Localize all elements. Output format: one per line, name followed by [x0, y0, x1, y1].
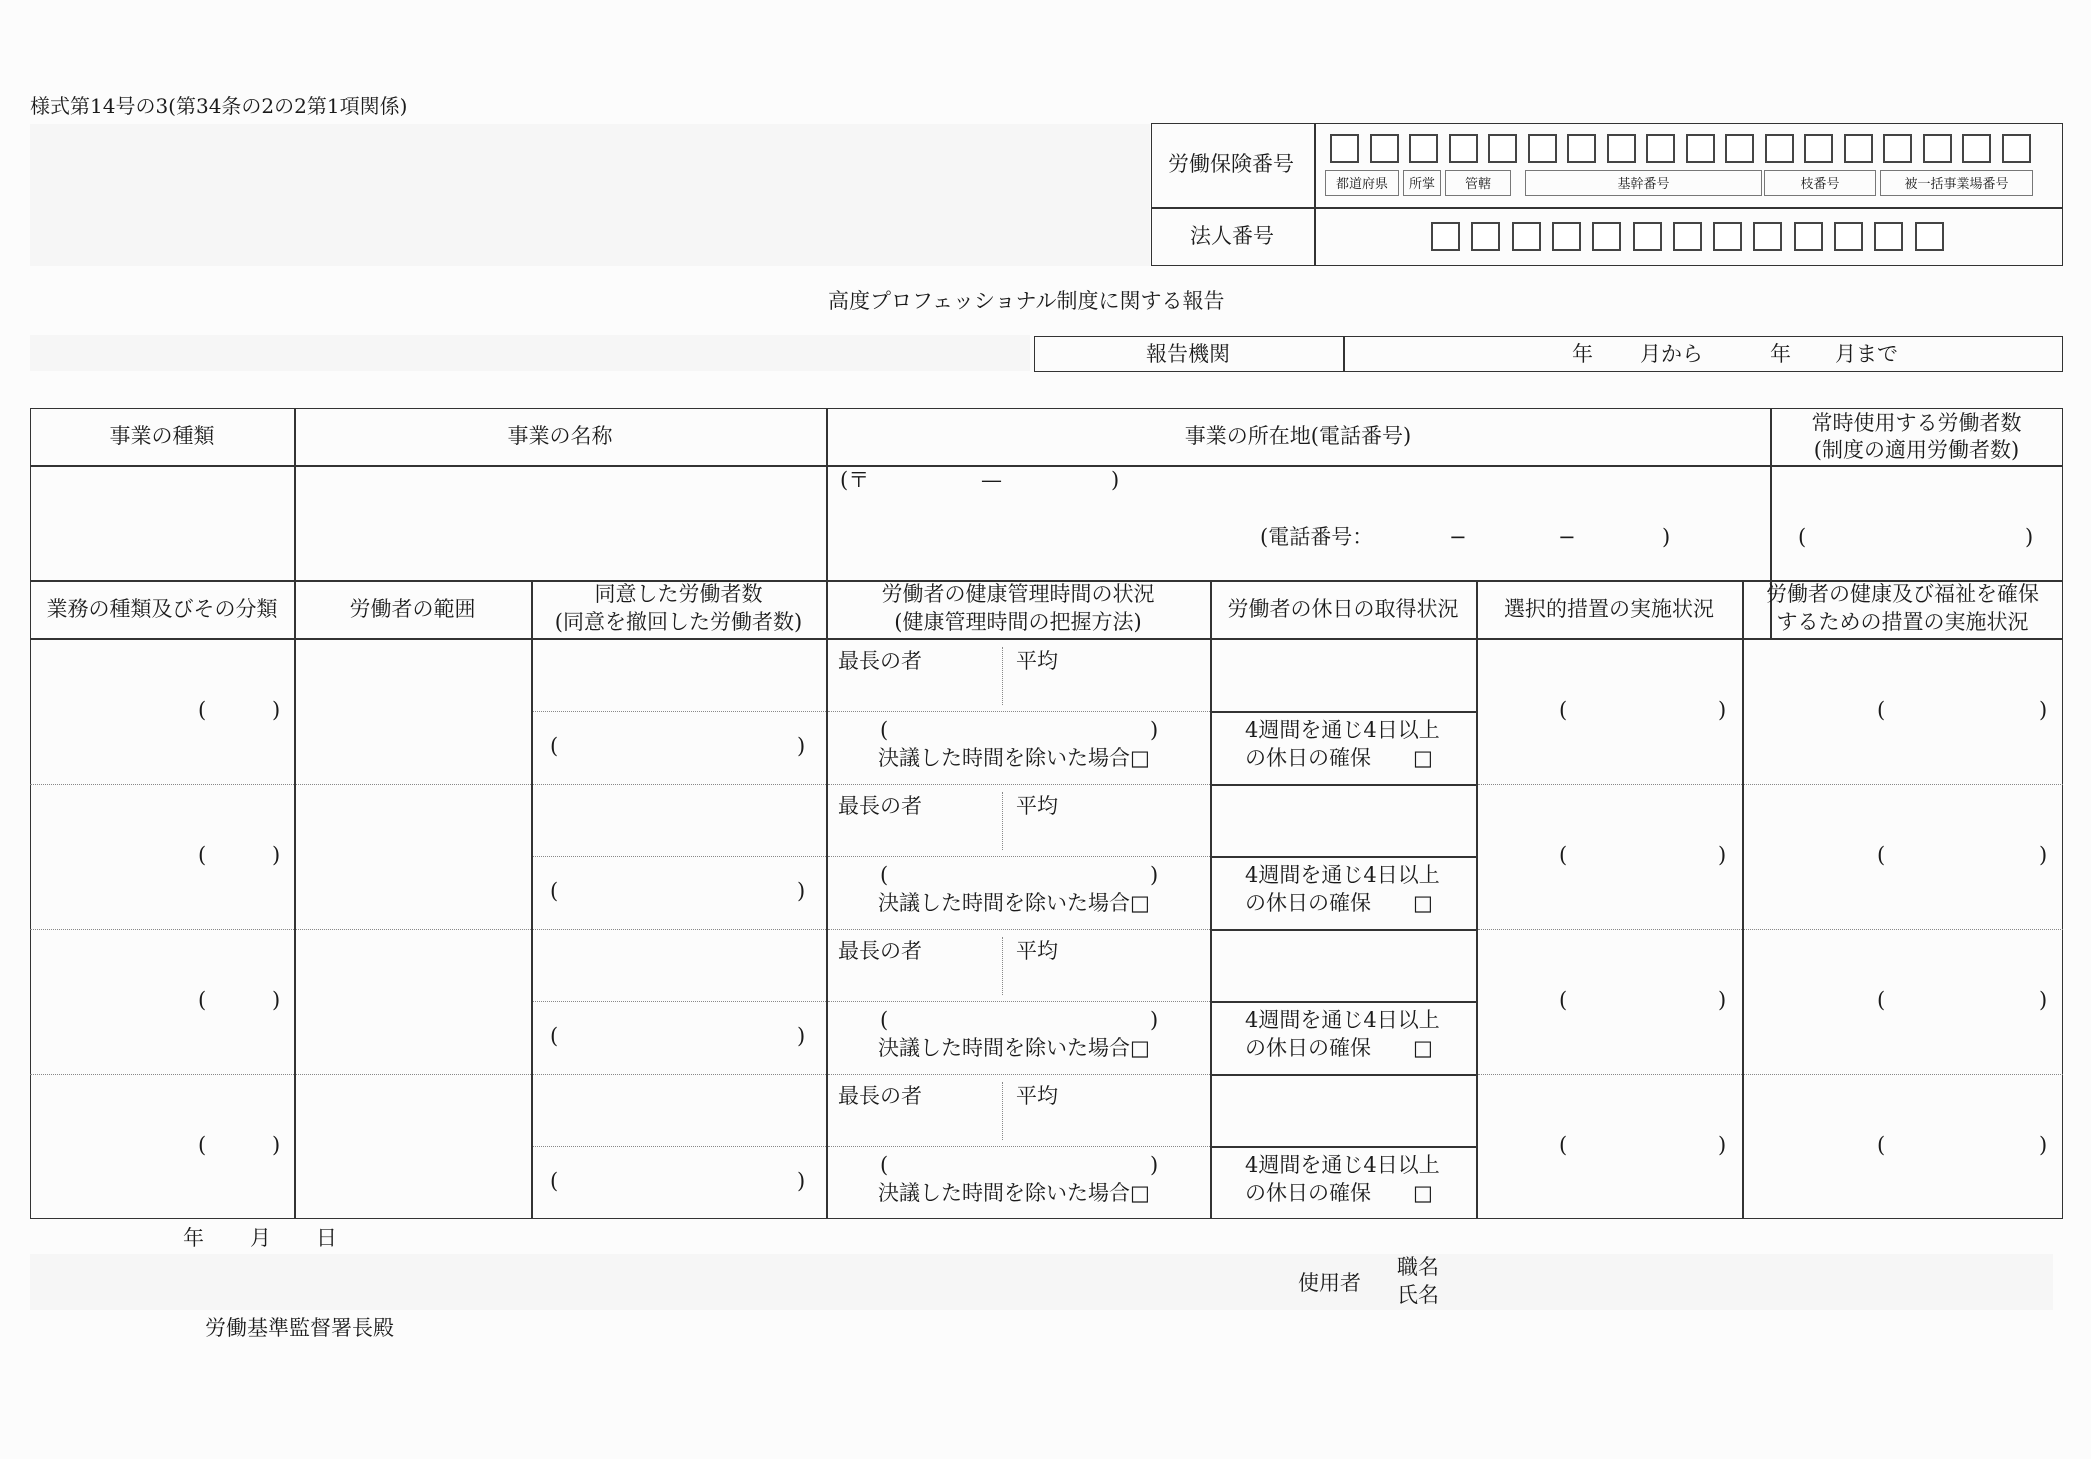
header-business-name: 事業の名称 [507, 424, 613, 448]
welfare-paren-close: ) [2039, 698, 2048, 722]
sub-label-office: 管轄 [1464, 177, 1491, 192]
holiday-guarantee-line1: 4週間を通じ4日以上 [1245, 1153, 1440, 1177]
worker-scope-field[interactable] [296, 929, 531, 1074]
job-type-paren-open: ( [198, 698, 207, 722]
welfare-paren-open: ( [1877, 843, 1886, 867]
insurance-digit-box[interactable] [1844, 134, 1873, 163]
holidays-field[interactable] [1212, 929, 1476, 1001]
welfare-measures-field[interactable] [1744, 784, 2063, 929]
date-day: 日 [316, 1226, 337, 1250]
health-method-paren-close: ) [1150, 718, 1159, 742]
postal-open: (〒 [840, 468, 870, 492]
insurance-digit-box[interactable] [1330, 134, 1359, 163]
phone-close: ) [1662, 525, 1671, 549]
selective-paren-open: ( [1559, 843, 1568, 867]
job-type-field[interactable] [30, 1074, 294, 1219]
exclude-resolution-checkbox-label: 決議した時間を除いた場合□ [878, 891, 1150, 915]
welfare-measures-field[interactable] [1744, 639, 2063, 784]
exclude-resolution-checkbox-label: 決議した時間を除いた場合□ [878, 746, 1150, 770]
average-label: 平均 [1016, 939, 1058, 963]
header-welfare: 労働者の健康及び福祉を確保 [1766, 582, 2039, 606]
worker-scope-field[interactable] [296, 1074, 531, 1219]
consent-paren-close: ) [797, 734, 806, 758]
job-type-paren-close: ) [272, 988, 281, 1012]
selective-paren-close: ) [1718, 843, 1727, 867]
holidays-field[interactable] [1212, 1074, 1476, 1146]
insurance-digit-box[interactable] [1409, 134, 1438, 163]
longest-worker-label: 最長の者 [838, 649, 922, 673]
phone-label: (電話番号： [1260, 525, 1374, 549]
header-holidays: 労働者の休日の取得状況 [1227, 597, 1459, 621]
insurance-digit-box[interactable] [2002, 134, 2031, 163]
header-business-location: 事業の所在地(電話番号) [1184, 424, 1412, 448]
job-type-paren-open: ( [198, 843, 207, 867]
welfare-paren-close: ) [2039, 988, 2048, 1012]
insurance-digit-box[interactable] [1370, 134, 1399, 163]
welfare-paren-open: ( [1877, 988, 1886, 1012]
selective-measures-field[interactable] [1478, 639, 1742, 784]
postal-code-field[interactable] [840, 468, 1140, 496]
header-selective-measures: 選択的措置の実施状況 [1504, 597, 1714, 621]
insurance-digit-box[interactable] [1923, 134, 1952, 163]
position-label: 職名 [1397, 1255, 1439, 1279]
consent-count-field[interactable] [533, 929, 826, 1001]
longest-worker-label: 最長の者 [838, 1084, 922, 1108]
consent-paren-close: ) [797, 1024, 806, 1048]
health-method-paren-close: ) [1150, 863, 1159, 887]
welfare-paren-close: ) [2039, 1133, 2048, 1157]
header-health-time: 労働者の健康管理時間の状況 [881, 582, 1155, 606]
corporate-digit-box[interactable] [1471, 222, 1500, 251]
worker-scope-field[interactable] [296, 784, 531, 929]
consent-paren-open: ( [550, 879, 559, 903]
insurance-digit-box[interactable] [1725, 134, 1754, 163]
worker-scope-field[interactable] [296, 639, 531, 784]
longest-worker-label: 最長の者 [838, 939, 922, 963]
period-year-to: 年 [1770, 342, 1791, 366]
selective-paren-open: ( [1559, 988, 1568, 1012]
holiday-guarantee-checkbox[interactable] [1418, 746, 1438, 768]
period-month-to: 月まで [1835, 342, 1898, 366]
header-workers-count: 常時使用する労働者数 [1811, 411, 2022, 435]
position-field[interactable] [1445, 1255, 1845, 1281]
corporate-digit-box[interactable] [1633, 222, 1662, 251]
corporate-digit-box[interactable] [1431, 222, 1460, 251]
average-label: 平均 [1016, 794, 1058, 818]
selective-paren-open: ( [1559, 698, 1568, 722]
exclude-resolution-checkbox[interactable] [1140, 1036, 1160, 1058]
header-business-type: 事業の種類 [109, 424, 215, 448]
form-number: 様式第14号の3(第34条の2の2第1項関係) [30, 94, 408, 118]
insurance-digit-box[interactable] [1765, 134, 1794, 163]
job-type-field[interactable] [30, 929, 294, 1074]
consent-paren-open: ( [550, 734, 559, 758]
postal-dash: — [981, 468, 1002, 492]
welfare-paren-open: ( [1877, 1133, 1886, 1157]
selective-paren-close: ) [1718, 988, 1727, 1012]
welfare-measures-field[interactable] [1744, 1074, 2063, 1219]
welfare-measures-field[interactable] [1744, 929, 2063, 1074]
date-year: 年 [183, 1226, 204, 1250]
exclude-resolution-checkbox-label: 決議した時間を除いた場合□ [878, 1036, 1150, 1060]
header-job-type: 業務の種類及びその分類 [46, 597, 278, 621]
corporate-number-label: 法人番号 [1190, 224, 1274, 248]
consent-paren-close: ) [797, 879, 806, 903]
consent-paren-open: ( [550, 1169, 559, 1193]
insurance-digit-box[interactable] [1804, 134, 1833, 163]
selective-measures-field[interactable] [1478, 1074, 1742, 1219]
average-label: 平均 [1016, 1084, 1058, 1108]
insurance-digit-box[interactable] [1607, 134, 1636, 163]
holiday-guarantee-line2: の休日の確保 □ [1245, 1181, 1433, 1205]
sub-label-collective-number: 被一括事業場番号 [1904, 177, 2009, 192]
insurance-digit-box[interactable] [1567, 134, 1596, 163]
corporate-digit-box[interactable] [1834, 222, 1863, 251]
job-type-field[interactable] [30, 784, 294, 929]
date-month: 月 [250, 1226, 271, 1250]
exclude-resolution-checkbox[interactable] [1140, 746, 1160, 768]
sub-label-branch-number: 枝番号 [1800, 177, 1840, 192]
phone-number-field[interactable] [1380, 522, 1670, 552]
period-month-from: 月から [1640, 342, 1703, 366]
holiday-guarantee-line2: の休日の確保 □ [1245, 891, 1433, 915]
holiday-guarantee-line1: 4週間を通じ4日以上 [1245, 863, 1440, 887]
corporate-digit-box[interactable] [1512, 222, 1541, 251]
corporate-digit-box[interactable] [1753, 222, 1782, 251]
consent-paren-open: ( [550, 1024, 559, 1048]
header-worker-scope: 労働者の範囲 [349, 597, 476, 621]
insurance-digit-box[interactable] [1528, 134, 1557, 163]
holiday-guarantee-checkbox[interactable] [1418, 891, 1438, 913]
sub-label-prefecture: 都道府県 [1335, 177, 1388, 192]
corporate-digit-box[interactable] [1552, 222, 1581, 251]
phone-dash-2: − [1558, 525, 1576, 549]
holidays-field[interactable] [1212, 639, 1476, 711]
job-type-field[interactable] [30, 639, 294, 784]
corporate-digit-box[interactable] [1673, 222, 1702, 251]
welfare-paren-close: ) [2039, 843, 2048, 867]
report-period-label: 報告機関 [1146, 342, 1230, 366]
selective-measures-field[interactable] [1478, 929, 1742, 1074]
insurance-digit-box[interactable] [1962, 134, 1991, 163]
postal-close: ) [1111, 468, 1120, 492]
selective-paren-close: ) [1718, 1133, 1727, 1157]
top-left-band [30, 124, 1150, 266]
selective-paren-open: ( [1559, 1133, 1568, 1157]
sub-label-jurisdiction: 所掌 [1408, 177, 1435, 192]
header-welfare-measures: するための措置の実施状況 [1776, 610, 2029, 634]
selective-measures-field[interactable] [1478, 784, 1742, 929]
exclude-resolution-checkbox[interactable] [1140, 1181, 1160, 1203]
longest-worker-label: 最長の者 [838, 794, 922, 818]
holiday-guarantee-line2: の休日の確保 □ [1245, 746, 1433, 770]
consent-count-field[interactable] [533, 1074, 826, 1146]
job-type-paren-close: ) [272, 1133, 281, 1157]
holiday-guarantee-line1: 4週間を通じ4日以上 [1245, 1008, 1440, 1032]
insurance-digit-box[interactable] [1646, 134, 1675, 163]
document-title: 高度プロフェッショナル制度に関する報告 [828, 289, 1225, 313]
sub-label-base-number: 基幹番号 [1617, 177, 1670, 192]
holiday-guarantee-checkbox[interactable] [1418, 1181, 1438, 1203]
health-method-paren-close: ) [1150, 1008, 1159, 1032]
health-method-paren-open: ( [880, 1008, 889, 1032]
selective-paren-close: ) [1718, 698, 1727, 722]
header-consent-count: 同意した労働者数 [594, 582, 763, 606]
consent-count-field[interactable] [533, 784, 826, 856]
business-name-field[interactable] [296, 467, 826, 579]
consent-paren-close: ) [797, 1169, 806, 1193]
name-field[interactable] [1445, 1283, 1845, 1309]
employer-label: 使用者 [1298, 1271, 1361, 1295]
job-type-paren-close: ) [272, 698, 281, 722]
addressee: 労働基準監督署長殿 [205, 1316, 394, 1340]
holidays-field[interactable] [1212, 784, 1476, 856]
corporate-digit-box[interactable] [1874, 222, 1903, 251]
name-label: 氏名 [1397, 1283, 1439, 1307]
business-type-field[interactable] [30, 467, 294, 579]
corporate-digit-box[interactable] [1915, 222, 1944, 251]
consent-count-field[interactable] [533, 639, 826, 711]
holiday-guarantee-line1: 4週間を通じ4日以上 [1245, 718, 1440, 742]
job-type-paren-open: ( [198, 1133, 207, 1157]
period-year-from: 年 [1572, 342, 1593, 366]
exclude-resolution-checkbox[interactable] [1140, 891, 1160, 913]
insurance-digit-box[interactable] [1488, 134, 1517, 163]
corporate-digit-box[interactable] [1794, 222, 1823, 251]
corporate-digit-box[interactable] [1592, 222, 1621, 251]
insurance-number-label: 労働保険番号 [1168, 152, 1294, 176]
insurance-digit-box[interactable] [1449, 134, 1478, 163]
average-label: 平均 [1016, 649, 1058, 673]
welfare-paren-open: ( [1877, 698, 1886, 722]
holiday-guarantee-checkbox[interactable] [1418, 1036, 1438, 1058]
health-method-paren-open: ( [880, 863, 889, 887]
header-consent-withdrawn: (同意を撤回した労働者数) [554, 610, 803, 634]
insurance-digit-box[interactable] [1686, 134, 1715, 163]
workers-count-open: ( [1798, 525, 1807, 549]
insurance-digit-box[interactable] [1883, 134, 1912, 163]
holiday-guarantee-line2: の休日の確保 □ [1245, 1036, 1433, 1060]
health-method-paren-open: ( [880, 1153, 889, 1177]
job-type-paren-close: ) [272, 843, 281, 867]
corporate-digit-box[interactable] [1713, 222, 1742, 251]
phone-dash-1: − [1449, 525, 1467, 549]
exclude-resolution-checkbox-label: 決議した時間を除いた場合□ [878, 1181, 1150, 1205]
header-applied-workers: (制度の適用労働者数) [1813, 438, 2020, 462]
health-method-paren-close: ) [1150, 1153, 1159, 1177]
header-health-time-method: (健康管理時間の把握方法) [894, 610, 1142, 634]
job-type-paren-open: ( [198, 988, 207, 1012]
workers-count-close: ) [2025, 525, 2034, 549]
health-method-paren-open: ( [880, 718, 889, 742]
